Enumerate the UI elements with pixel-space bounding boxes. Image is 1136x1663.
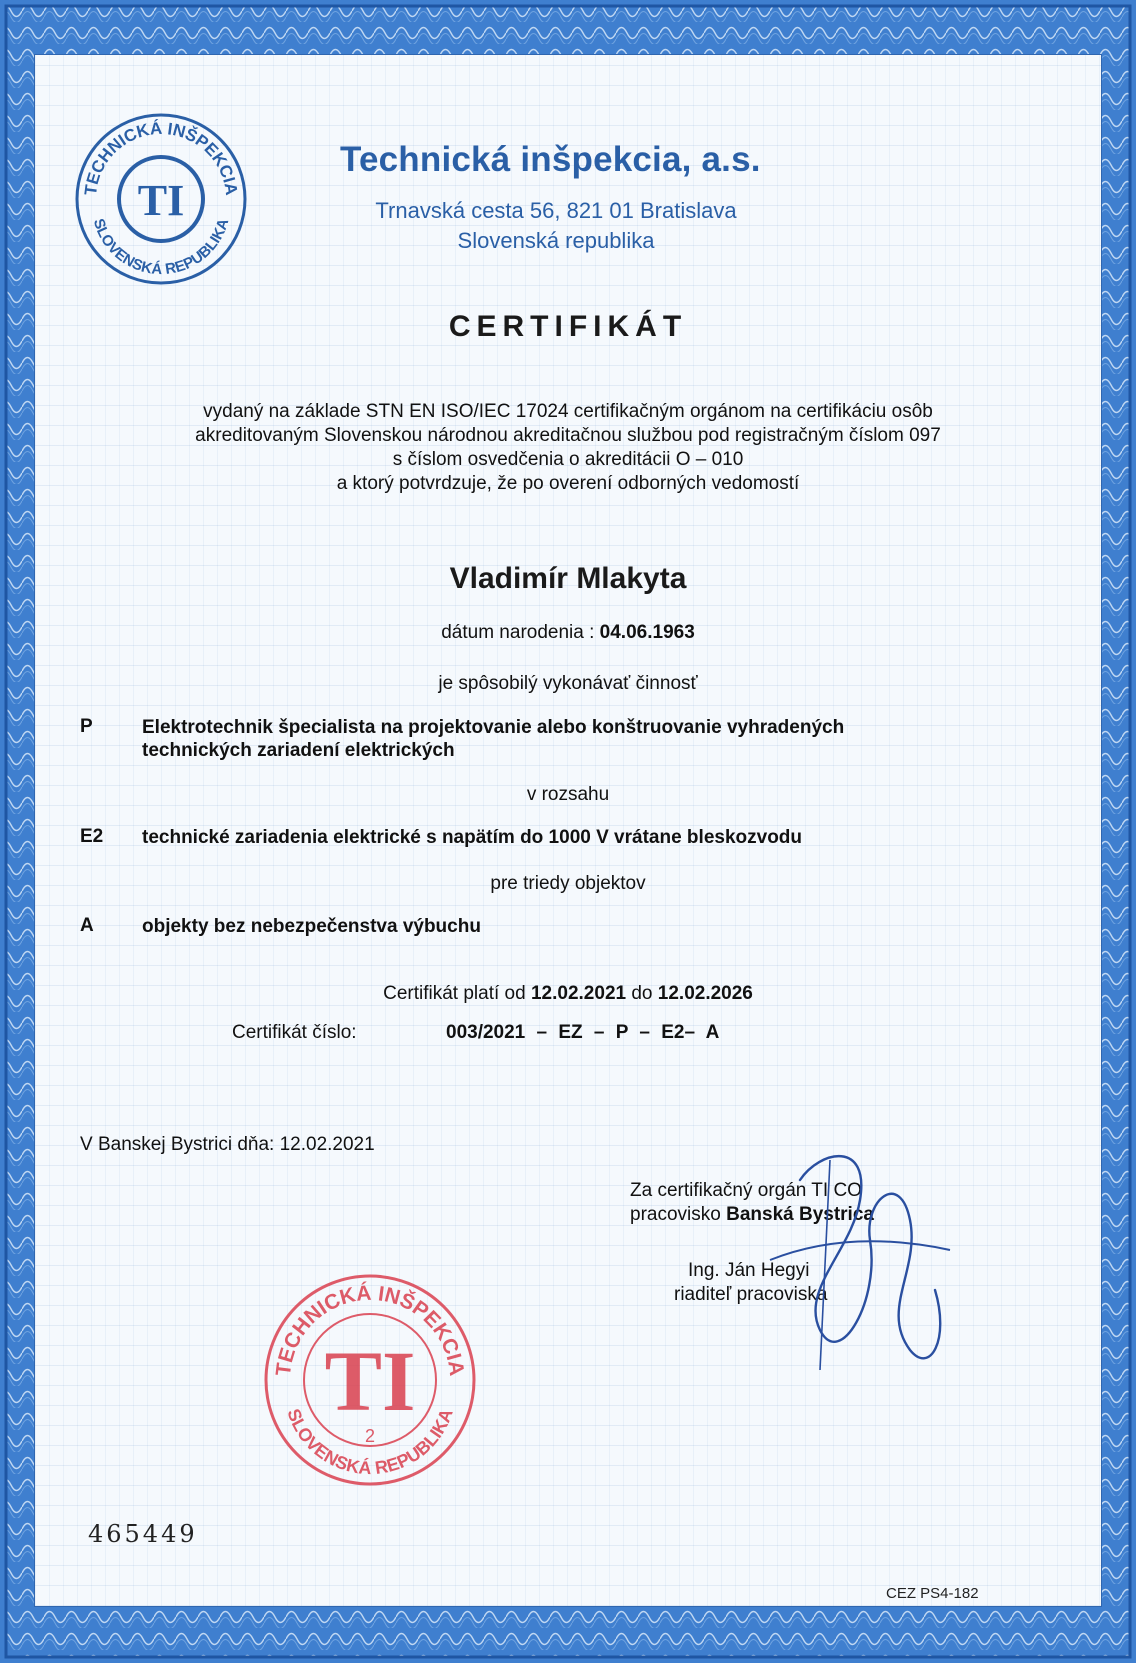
competence-label: je spôsobilý vykonávať činnosť <box>438 673 698 694</box>
validity-to-label: do <box>631 983 653 1004</box>
issuer-line-1: Za certifikačný orgán TI CO <box>630 1180 862 1201</box>
company-name: Technická inšpekcia, a.s. <box>340 140 761 179</box>
scope-text: technické zariadenia elektrické s napätím do 1000 V vrátane bleskozvodu <box>142 827 803 848</box>
certificate-title: CERTIFIKÁT <box>448 310 688 343</box>
company-country: Slovenská republika <box>457 228 655 253</box>
ti-logo-seal <box>72 110 250 288</box>
class-label: pre triedy objektov <box>490 873 646 894</box>
object-class-text: objekty bez nebezpečenstva výbuchu <box>142 916 481 937</box>
issuer-line-2-prefix: pracovisko <box>630 1204 721 1225</box>
validity-from: 12.02.2021 <box>530 983 627 1004</box>
svg-text:TECHNICKÁ INŠPEKCIA: TECHNICKÁ INŠPEKCIA <box>271 1281 469 1378</box>
holder-name: Vladimír Mlakyta <box>449 562 687 595</box>
company-address: Trnavská cesta 56, 821 01 Bratislava <box>375 198 737 223</box>
form-code: CEZ PS4-182 <box>886 1585 979 1602</box>
birth-label: dátum narodenia : <box>441 622 595 643</box>
svg-text:SLOVENSKÁ REPUBLIKA: SLOVENSKÁ REPUBLIKA <box>89 216 233 279</box>
intro-line-4: a ktorý potvrdzuje, že po overení odborných vedomostí <box>336 473 800 494</box>
handwritten-signature <box>760 1140 960 1390</box>
certificate-number-label: Certifikát číslo: <box>232 1022 357 1043</box>
activity-line-2: technických zariadení elektrických <box>142 740 455 761</box>
object-class-code: A <box>80 915 94 936</box>
validity-to: 12.02.2026 <box>657 983 753 1004</box>
activity-code: P <box>80 716 93 737</box>
signer-name: Ing. Ján Hegyi <box>688 1260 810 1281</box>
svg-text:SLOVENSKÁ REPUBLIKA: SLOVENSKÁ REPUBLIKA <box>283 1406 457 1479</box>
issuer-branch: Banská Bystrica <box>726 1204 874 1225</box>
svg-text:2: 2 <box>364 1426 376 1446</box>
certificate-number: 003/2021 – EZ – P – E2– A <box>446 1022 720 1043</box>
birth-date: 04.06.1963 <box>599 622 695 643</box>
serial-number: 465449 <box>88 1520 198 1548</box>
validity-row <box>0 982 1136 1006</box>
intro-line-3: s číslom osvedčenia o akreditácii O – 010 <box>392 449 744 470</box>
intro-line-2: akreditovaným Slovenskou národnou akreditačnou službou pod registračným číslom 097 <box>195 425 941 446</box>
activity-line-1: Elektrotechnik špecialista na projektovanie alebo konštruovanie vyhradených <box>142 717 845 738</box>
birth-date-row <box>0 622 1136 644</box>
validity-label: Certifikát platí od <box>383 983 526 1004</box>
scope-label: v rozsahu <box>526 784 610 805</box>
svg-text:TECHNICKÁ INŠPEKCIA: TECHNICKÁ INŠPEKCIA <box>80 118 242 197</box>
svg-text:TI: TI <box>324 1333 416 1429</box>
intro-line-1: vydaný na základe STN EN ISO/IEC 17024 certifikačným orgánom na certifikáciu osôb <box>203 401 933 422</box>
place-and-date: V Banskej Bystrici dňa: 12.02.2021 <box>80 1134 375 1155</box>
official-stamp <box>260 1270 480 1490</box>
scope-code: E2 <box>80 826 104 847</box>
svg-text:TI: TI <box>137 176 185 225</box>
signer-role: riaditeľ pracoviska <box>674 1284 828 1305</box>
